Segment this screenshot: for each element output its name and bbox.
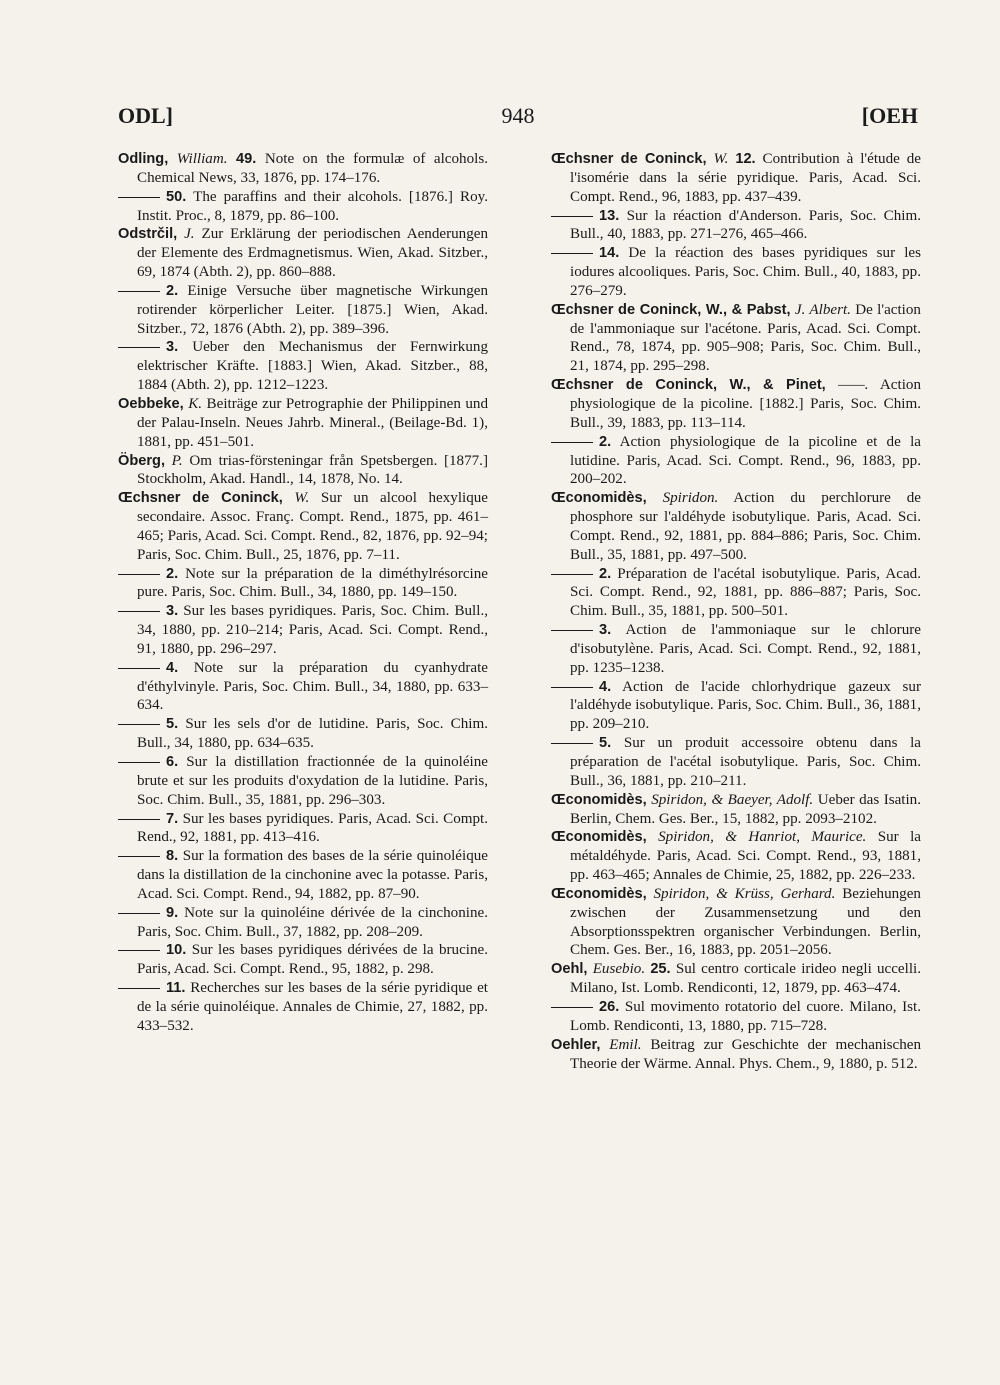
entry-text: Sur la métaldéhyde. Paris, Acad. Sci. Compt. Rend., 93, 1881, pp. 463–465; Annales de Chimie, 25, 1882, pp. 226–233. (570, 829, 921, 884)
entry-number: 3. (166, 339, 179, 356)
entry-number: 2. (166, 565, 179, 582)
author-given-name: W. (294, 490, 310, 507)
entry-text: Action physiologique de la picoline et de la lutidine. Paris, Acad. Sci. Compt. Rend., 96, 1883, pp. 200–202. (570, 433, 921, 488)
author-given-name: J. (184, 226, 195, 243)
author-given-name: Spiridon, & Baeyer, Adolf. (651, 791, 814, 808)
entry-number: 13. (599, 207, 620, 224)
bibliography-entry (118, 452, 488, 490)
author-given-name: Spiridon, & Krüss, Gerhard. (653, 885, 836, 902)
bibliography-entry (118, 753, 488, 810)
bibliography-entry (118, 565, 488, 603)
author-name: Œconomidès, (551, 791, 647, 808)
entry-text: De l'action de l'ammoniaque sur l'acétone. Paris, Acad. Sci. Compt. Rend., 78, 1874, pp. 905–908; Paris, Soc. Chim. Bull., 21, 1874, pp. 295–298. (570, 301, 921, 375)
entry-number: 49. (236, 151, 257, 167)
entry-text: Sul centro corticale irideo negli uccelli. Milano, Ist. Lomb. Rendiconti, 12, 1879, pp. 463–474. (570, 961, 921, 997)
entry-number: 26. (599, 998, 620, 1015)
entry-text: Sul movimento rotatorio del cuore. Milano, Ist. Lomb. Rendiconti, 13, 1880, pp. 715–728. (570, 998, 921, 1034)
ditto-dash (118, 574, 160, 575)
left-column (118, 150, 488, 1036)
bibliography-entry (551, 207, 921, 245)
entry-number: 8. (166, 848, 179, 865)
bibliography-entry (551, 489, 921, 564)
entry-text: Om trias-försteningar från Spetsbergen. [1877.] Stockholm, Akad. Handl., 14, 1878, No. 14. (137, 452, 488, 488)
author-given-name: K. (188, 395, 203, 412)
author-name: Œchsner de Coninck, W., & Pinet, (551, 377, 826, 394)
bibliography-entry (551, 734, 921, 791)
bibliography-entry (118, 941, 488, 979)
entry-number: 7. (166, 810, 179, 827)
bibliography-entry (118, 847, 488, 904)
entry-number: 5. (166, 716, 179, 733)
entry-text: Sur un produit accessoire obtenu dans la préparation de l'acétal isobutylique. Paris, Soc. Chim. Bull., 36, 1881, pp. 210–211. (570, 735, 921, 789)
ditto-dash (118, 724, 160, 725)
bibliography-entry (551, 885, 921, 960)
author-given-name: Spiridon. (662, 490, 719, 507)
author-name: Oebbeke, (118, 395, 184, 412)
bibliography-entry (551, 791, 921, 829)
entry-text: Sur la distillation fractionnée de la quinoléine brute et sur les produits d'oxydation de la lutidine. Paris, Soc. Chim. Bull., 35, 1881, pp. 296–303. (137, 754, 488, 808)
author-given-name: Spiridon, & Hanriot, Maurice. (658, 829, 867, 846)
ditto-dash (551, 442, 593, 443)
entry-number: 2. (166, 282, 179, 299)
entry-number: 6. (166, 754, 179, 770)
entry-number: 50. (166, 188, 187, 205)
entry-text: Action de l'acide chlorhydrique gazeux sur l'aldéhyde isobutylique. Paris, Soc. Chim. Bull., 36, 1881, pp. 209–210. (570, 678, 921, 733)
entry-text: Sur la réaction d'Anderson. Paris, Soc. Chim. Bull., 40, 1883, pp. 271–276, 465–466. (570, 207, 921, 243)
ditto-dash (118, 913, 160, 914)
bibliography-entry (118, 979, 488, 1036)
ditto-dash (118, 856, 160, 857)
bibliography-entry (118, 225, 488, 282)
page-number: 948 (501, 103, 535, 128)
ditto-dash (118, 197, 160, 198)
entry-text: Sur la formation des bases de la série quinoléique dans la distillation de la cinchonine avec la potasse. Paris, Acad. Sci. Compt. Rend., 94, 1882, pp. 87–90. (137, 848, 488, 902)
ditto-dash (118, 291, 160, 292)
ditto-dash (118, 668, 160, 669)
bibliography-entry (118, 282, 488, 339)
entry-text: De la réaction des bases pyridiques sur les iodures alcooliques. Paris, Soc. Chim. Bull., 40, 1883, pp. 276–279. (570, 245, 921, 299)
entry-text: Zur Erklärung der periodischen Aenderungen der Elemente des Erdmagnetismus. Wien, Akad. Sitzber., 69, 1874 (Abth. 2), pp. 860–888. (137, 226, 489, 281)
author-name: Œchsner de Coninck, (118, 490, 283, 507)
bibliography-entry (118, 188, 488, 226)
author-given-name: ——. (837, 377, 869, 394)
ditto-dash (118, 988, 160, 989)
entry-number: 14. (599, 245, 620, 262)
author-given-name: J. Albert. (794, 301, 851, 318)
ditto-dash (551, 216, 593, 217)
ditto-dash (551, 574, 593, 575)
author-given-name: Emil. (609, 1036, 642, 1053)
author-name: Œchsner de Coninck, W., & Pabst, (551, 301, 791, 318)
bibliography-entry (551, 998, 921, 1036)
ditto-dash (118, 950, 160, 951)
entry-text: Sur les bases pyridiques dérivées de la brucine. Paris, Acad. Sci. Compt. Rend., 95, 1882, p. 298. (137, 942, 488, 978)
bibliography-entry (551, 244, 921, 301)
bibliography-entry (551, 433, 921, 490)
ditto-dash (551, 1007, 593, 1008)
entry-number: 25. (650, 961, 671, 978)
entry-text: Sur les bases pyridiques. Paris, Soc. Chim. Bull., 34, 1880, pp. 210–214; Paris, Acad. Sci. Compt. Rend., 91, 1880, pp. 296–297. (137, 603, 488, 657)
author-given-name: William. (176, 151, 228, 167)
bibliography-entry (118, 904, 488, 942)
ditto-dash (551, 687, 593, 688)
bibliography-entry (551, 678, 921, 735)
author-name: Œconomidès, (551, 490, 647, 507)
author-name: Œconomidès, (551, 885, 647, 902)
bibliography-entry (118, 395, 488, 452)
bibliography-entry (551, 150, 921, 207)
entry-text: Action de l'ammoniaque sur le chlorure d'isobutylène. Paris, Acad. Sci. Compt. Rend., 92, 1881, pp. 1235–1238. (570, 622, 921, 676)
header-left-range: ODL] (118, 103, 173, 128)
entry-number: 11. (166, 980, 186, 997)
entry-text: Action du perchlorure de phosphore sur l'aldéhyde isobutylique. Paris, Acad. Sci. Compt. Rend., 92, 1881, pp. 884–886; Paris, Soc. Chim. Bull., 35, 1881, pp. 497–500. (570, 490, 921, 563)
entry-text: Ueber das Isatin. Berlin, Chem. Ges. Ber., 15, 1882, pp. 2093–2102. (570, 791, 921, 827)
entry-number: 5. (599, 735, 612, 752)
bibliography-entry (551, 565, 921, 622)
ditto-dash (118, 819, 160, 820)
entry-text: Action physiologique de la picoline. [1882.] Paris, Soc. Chim. Bull., 39, 1883, pp. 113–114. (570, 377, 921, 431)
entry-text: Ueber den Mechanismus der Fernwirkung elektrischer Kräfte. [1883.] Wien, Akad. Sitzber., 88, 1884 (Abth. 2), pp. 1212–1223. (137, 339, 488, 394)
bibliography-entry (551, 621, 921, 678)
bibliography-entry (118, 810, 488, 848)
author-name: Oehler, (551, 1036, 601, 1053)
ditto-dash (118, 611, 160, 612)
ditto-dash (551, 743, 593, 744)
entry-text: The paraffins and their alcohols. [1876.] Roy. Instit. Proc., 8, 1879, pp. 86–100. (137, 188, 488, 224)
entry-number: 2. (599, 565, 612, 582)
ditto-dash (551, 630, 593, 631)
author-given-name: W. (713, 151, 729, 167)
entry-text: Sur les sels d'or de lutidine. Paris, Soc. Chim. Bull., 34, 1880, pp. 634–635. (137, 716, 488, 752)
entry-text: Einige Versuche über magnetische Wirkungen rotirender körperlicher Leiter. [1875.] Wien, Akad. Sitzber., 72, 1876 (Abth. 2), pp. 389–396. (137, 282, 488, 337)
entry-text: Préparation de l'acétal isobutylique. Paris, Acad. Sci. Compt. Rend., 92, 1881, pp. 886–887; Paris, Soc. Chim. Bull., 35, 1881, pp. 500–501. (570, 565, 921, 620)
entry-number: 12. (735, 151, 756, 167)
entry-text: Sur un alcool hexylique secondaire. Assoc. Franç. Compt. Rend., 1875, pp. 461–465; Paris, Acad. Sci. Compt. Rend., 82, 1876, pp. 92–94; Paris, Soc. Chim. Bull., 25, 1876, pp. 7–11. (137, 490, 488, 563)
author-name: Öberg, (118, 452, 166, 469)
ditto-dash (118, 762, 160, 763)
entry-text: Beziehungen zwischen der Zusammensetzung und den Absorptionsspektren organischer Verbindungen. Berlin, Chem. Ges. Ber., 16, 1883, pp. 2051–2056. (570, 885, 921, 959)
bibliography-entry (118, 715, 488, 753)
author-name: Œconomidès, (551, 829, 647, 846)
entry-text: Note sur la préparation de la diméthylrésorcine pure. Paris, Soc. Chim. Bull., 34, 1880, pp. 149–150. (137, 565, 488, 601)
author-given-name: Eusebio. (592, 961, 646, 978)
entry-text: Beiträge zur Petrographie der Philippinen und der Palau-Inseln. Neues Jahrb. Mineral., (Beilage-Bd. 1), 1881, pp. 451–501. (137, 395, 489, 450)
bibliography-entry (551, 1036, 921, 1074)
bibliography-entry (118, 602, 488, 659)
entry-number: 2. (599, 433, 612, 450)
entry-text: Note sur la quinoléine dérivée de la cinchonine. Paris, Soc. Chim. Bull., 37, 1882, pp. 208–209. (137, 904, 488, 940)
entry-text: Sur les bases pyridiques. Paris, Acad. Sci. Compt. Rend., 92, 1881, pp. 413–416. (137, 810, 488, 846)
bibliography-entry (118, 659, 488, 716)
header-right-range: [OEH (861, 103, 918, 128)
entry-text: Note on the formulæ of alcohols. Chemical News, 33, 1876, pp. 174–176. (137, 151, 488, 186)
ditto-dash (118, 347, 160, 348)
entry-text: Recherches sur les bases de la série pyridique et de la série quinoléique. Annales de Chimie, 27, 1882, pp. 433–532. (137, 980, 488, 1034)
bibliography-entry (551, 960, 921, 998)
ditto-dash (551, 253, 593, 254)
bibliography-entry (551, 828, 921, 885)
bibliography-entry (118, 489, 488, 564)
entry-text: Contribution à l'étude de l'isomérie dans la série pyridique. Paris, Acad. Sci. Compt. Rend., 96, 1883, pp. 437–439. (570, 151, 921, 205)
entry-text: Note sur la préparation du cyanhydrate d'éthylvinyle. Paris, Soc. Chim. Bull., 34, 1880, pp. 633–634. (137, 659, 488, 714)
bibliography-entry (118, 150, 488, 188)
entry-number: 10. (166, 942, 187, 959)
author-given-name: P. (171, 452, 183, 469)
right-column (551, 150, 921, 1073)
page-header (118, 103, 918, 135)
entry-number: 3. (599, 622, 612, 639)
entry-text: Beitrag zur Geschichte der mechanischen Theorie der Wärme. Annal. Phys. Chem., 9, 1880, p. 512. (570, 1036, 922, 1072)
bibliography-entry (118, 338, 488, 395)
entry-number: 9. (166, 904, 179, 921)
entry-number: 4. (166, 659, 179, 676)
entry-number: 4. (599, 678, 612, 695)
author-name: Odling, (118, 151, 169, 167)
bibliography-entry (551, 301, 921, 376)
bibliography-entry (551, 376, 921, 433)
author-name: Oehl, (551, 961, 588, 978)
author-name: Odstrčil, (118, 226, 178, 243)
entry-number: 3. (166, 603, 179, 620)
author-name: Œchsner de Coninck, (551, 151, 707, 167)
